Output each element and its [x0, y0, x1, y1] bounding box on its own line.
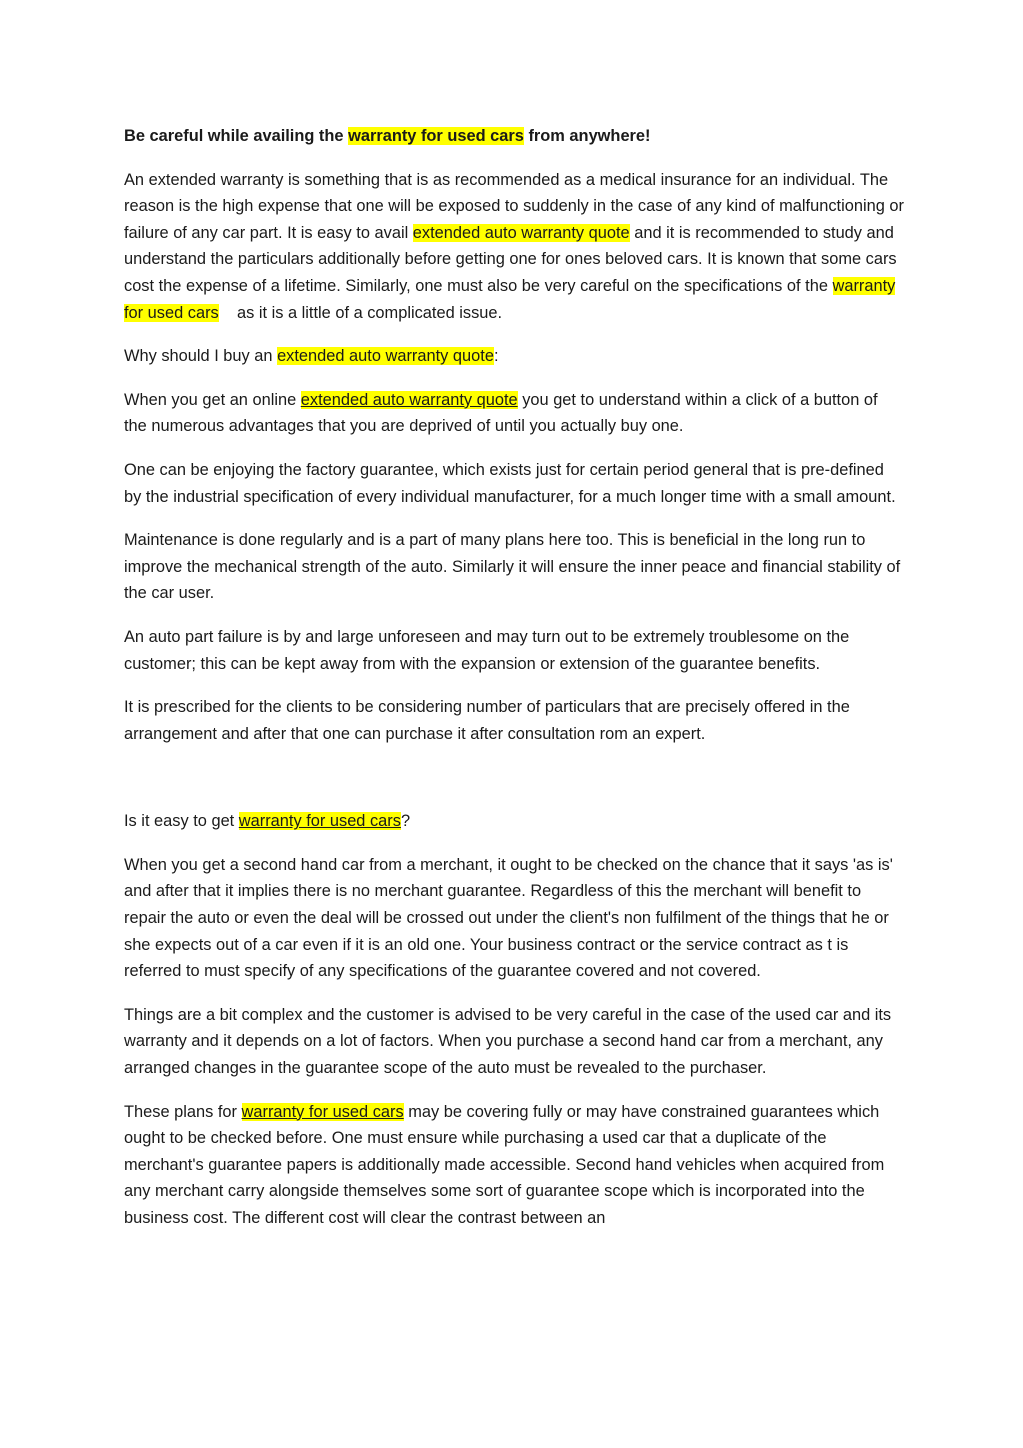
paragraph-prescribed: It is prescribed for the clients to be considering number of particulars that are precisely offered in the arrangement and after that one can purchase it after consultation rom an expert.: [124, 698, 850, 743]
highlight-extended-quote: extended auto warranty quote: [412, 223, 630, 242]
highlight-warranty-used-cars: warranty for used cars: [124, 276, 896, 322]
paragraph-plans: These plans for warranty for used cars may be covering fully or may have constrained guarantees which ought to be checked before. One must ensure while purchasing a used car that a duplicate of the merchant's guarantee papers is additionally made accessible. Second hand vehicles when acquired from any merchant carry alongside themselves some sort of guarantee scope which is incorporated into the business cost. The different cost will clear the contrast between an: [124, 1102, 885, 1227]
spacer: [124, 764, 904, 808]
paragraph-online-quote: When you get an online extended auto warranty quote you get to understand within a click of a button of the numerous advantages that you are deprived of until you actually buy one.: [124, 390, 878, 436]
paragraph-intro: An extended warranty is something that is as recommended as a medical insurance for an individual. The reason is the high expense that one will be exposed to suddenly in the case of any kind of malfunctioning or failure of any car part. It is easy to avail extended auto warranty quote and it is recommended to study and understand the particulars additionally before getting one for ones beloved cars. It is known that some cars cost the expense of a lifetime. Similarly, one must also be very careful on the specifications of the warranty for used cars as it is a little of a complicated issue.: [124, 170, 904, 322]
link-warranty-used-cars[interactable]: warranty for used cars: [241, 1102, 404, 1121]
document-body: [124, 123, 904, 1249]
link-warranty-used-cars[interactable]: warranty for used cars: [238, 812, 401, 831]
paragraph-part-failure: An auto part failure is by and large unforeseen and may turn out to be extremely troublesome on the customer; this can be kept away from with the expansion or extension of the guarantee benefits.: [124, 627, 850, 673]
highlight-extended-quote: extended auto warranty quote: [277, 347, 494, 366]
paragraph-complex: Things are a bit complex and the customer is advised to be very careful in the case of the used car and its warranty and it depends on a lot of factors. When you purchase a second hand car from a merchant, any arranged changes in the guarantee scope of the auto must be revealed to the purchaser.: [124, 1005, 892, 1078]
paragraph-second-hand: When you get a second hand car from a merchant, it ought to be checked on the chance that it says 'as is' and after that it implies there is no merchant guarantee. Regardless of this the merchant will benefit to repair the auto or even the deal will be crossed out under the client's non fulfilment of the things that he or she expects out of a car even if it is an old one. Your business contract or the service contract as t is referred to must specify of any specifications of the guarantee covered and not covered.: [124, 855, 893, 981]
paragraph-factory-guarantee: One can be enjoying the factory guarantee, which exists just for certain period general that is pre-defined by the industrial specification of every individual manufacturer, for a much longer time with a small amount.: [124, 460, 896, 506]
title-highlight: warranty for used cars: [348, 127, 524, 145]
link-extended-quote[interactable]: extended auto warranty quote: [300, 390, 518, 409]
paragraph-maintenance: Maintenance is done regularly and is a part of many plans here too. This is beneficial in the long run to improve the mechanical strength of the auto. Similarly it will ensure the inner peace and financial stability of the car user.: [124, 531, 901, 603]
article-title: Be careful while availing the warranty for used cars from anywhere!: [124, 127, 651, 145]
question-heading-1: Why should I buy an extended auto warranty quote:: [124, 347, 499, 366]
question-heading-2: Is it easy to get warranty for used cars?: [124, 812, 411, 831]
